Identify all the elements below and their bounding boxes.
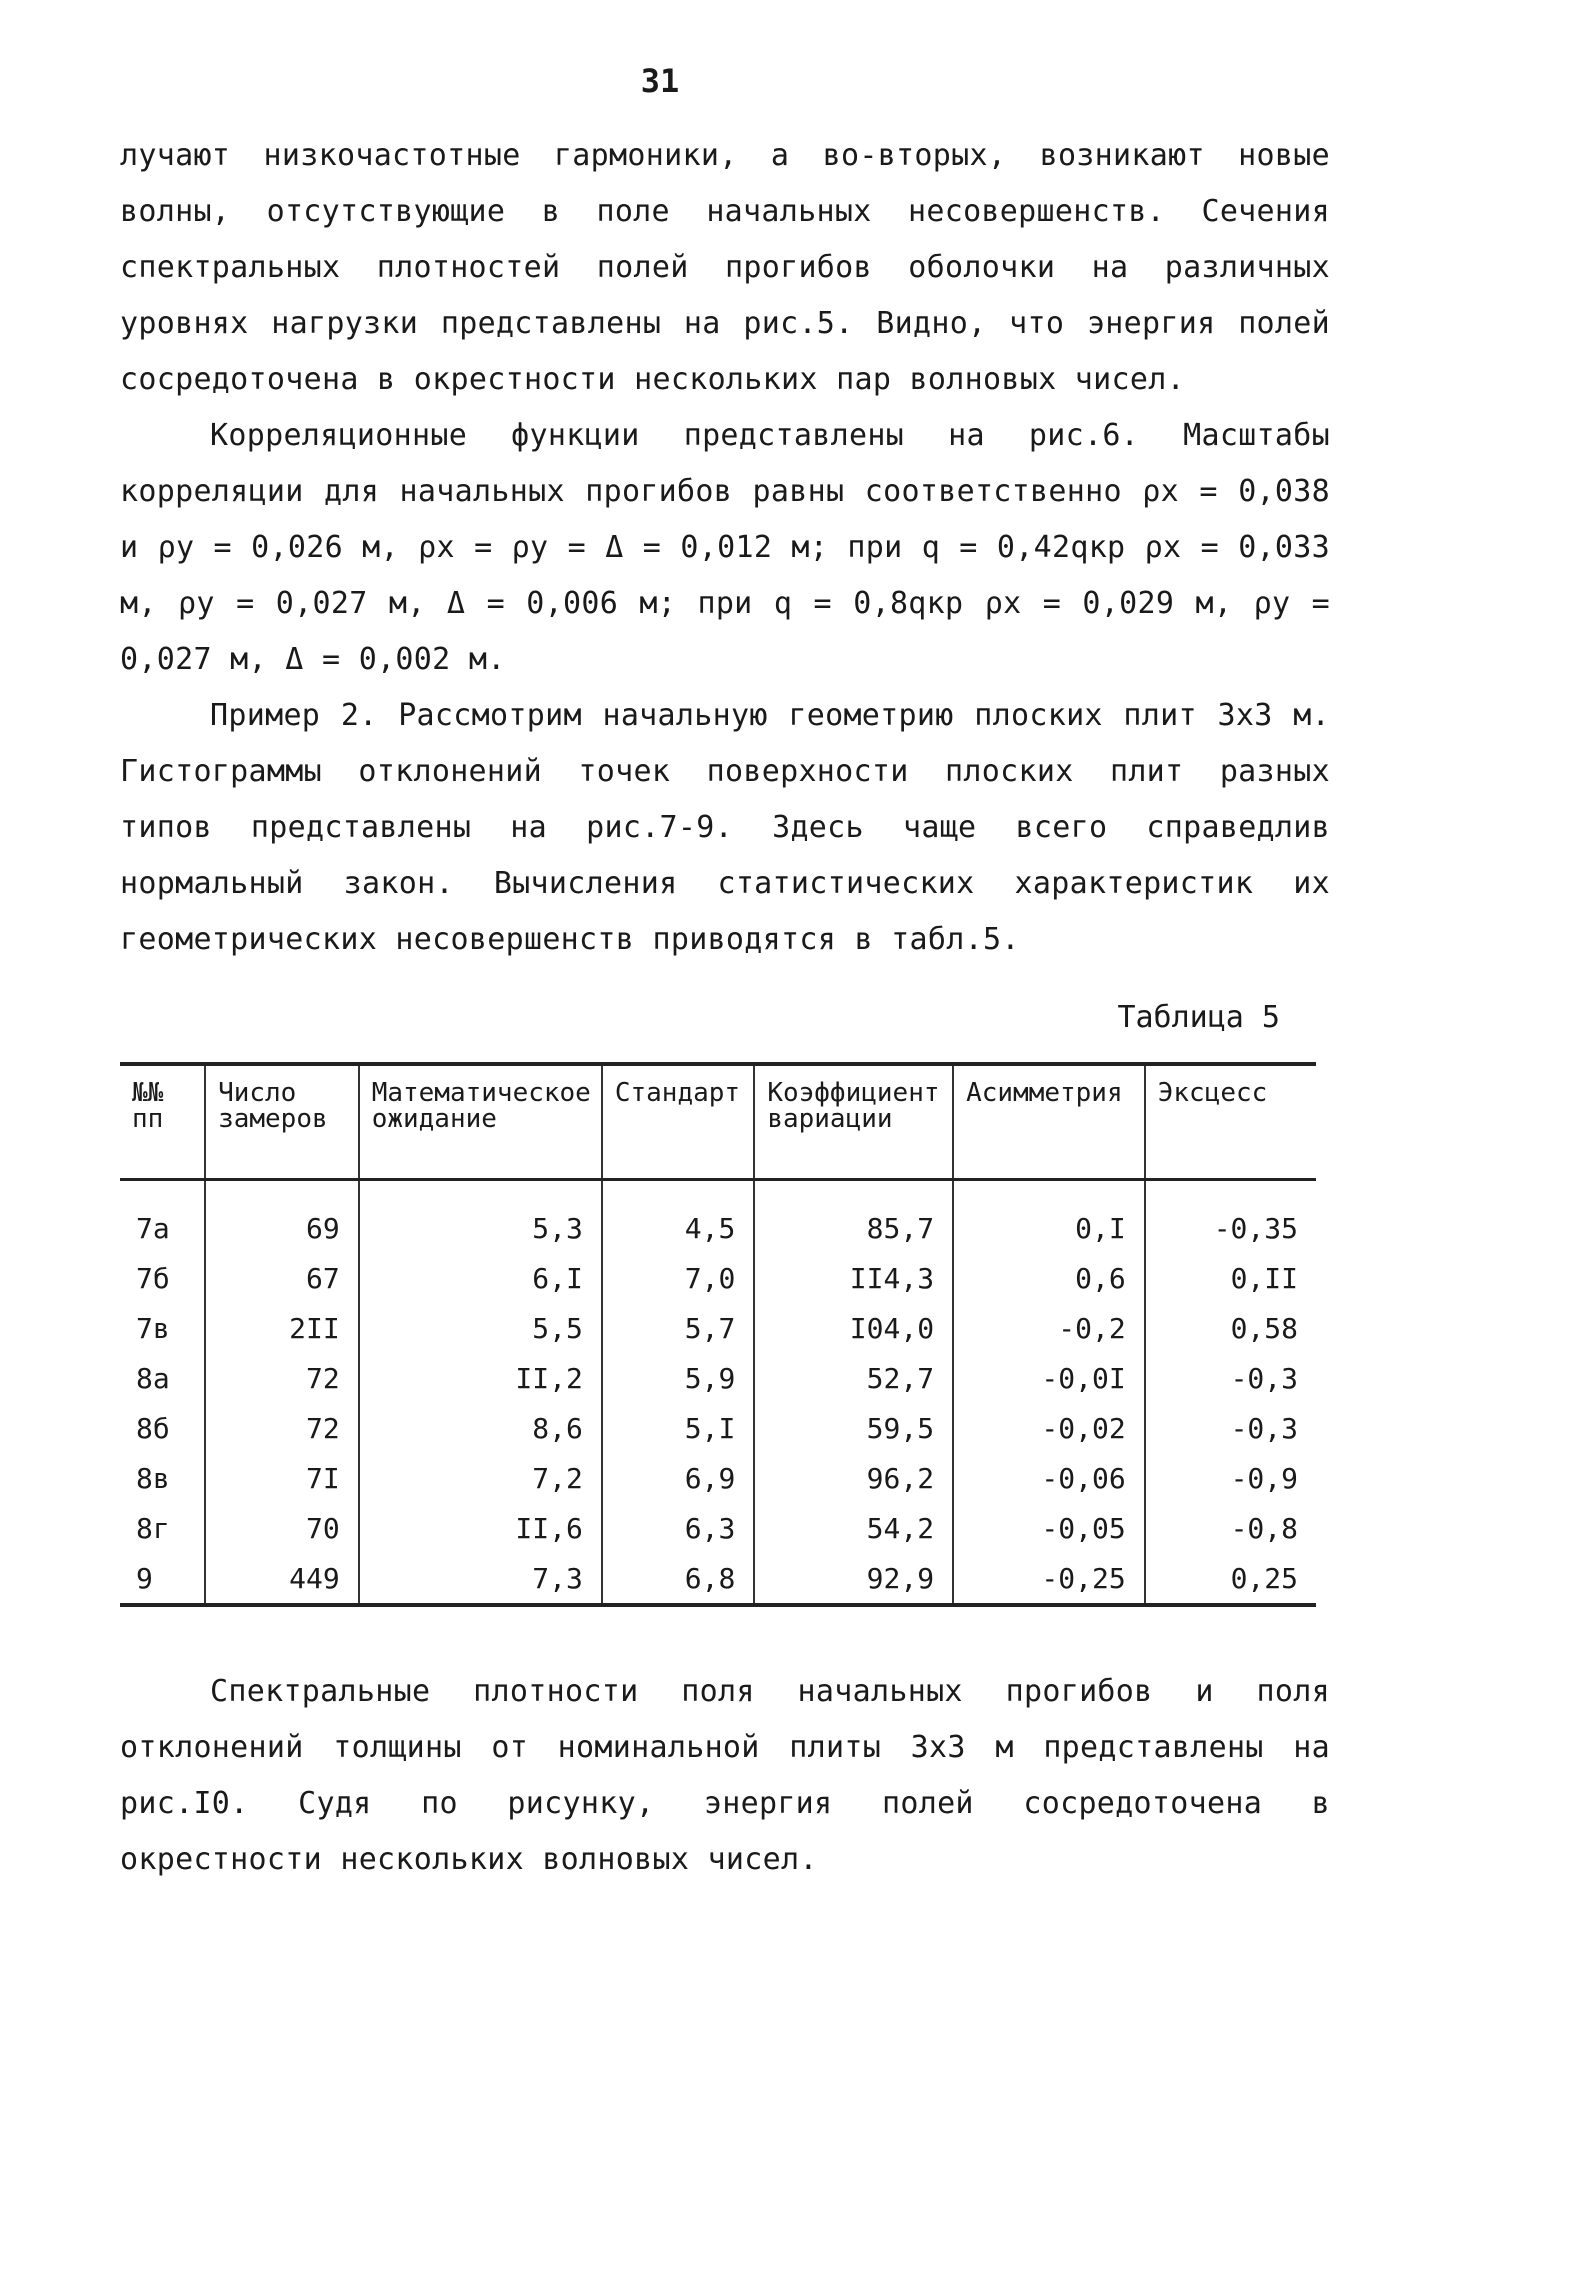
header-count: Число замеров — [205, 1064, 359, 1180]
cell-mean: 5,5 — [359, 1303, 602, 1353]
cell-mean: 6,I — [359, 1253, 602, 1303]
cell-variation: 52,7 — [754, 1353, 953, 1403]
cell-excess: 0,58 — [1145, 1303, 1316, 1353]
cell-variation: 54,2 — [754, 1503, 953, 1553]
cell-asymmetry: 0,6 — [953, 1253, 1145, 1303]
cell-number: 9 — [136, 1561, 153, 1595]
table-row — [120, 1253, 1316, 1303]
header-mean: Математическое ожидание — [359, 1064, 602, 1180]
cell-count: 449 — [205, 1553, 359, 1605]
cell-mean: 7,3 — [359, 1553, 602, 1605]
cell-number: 8г — [136, 1511, 170, 1545]
body-text-top — [120, 128, 1330, 968]
cell-excess: -0,9 — [1145, 1453, 1316, 1503]
cell-excess: 0,II — [1145, 1253, 1316, 1303]
cell-asymmetry: -0,02 — [953, 1403, 1145, 1453]
cell-excess: 0,25 — [1145, 1553, 1316, 1605]
cell-asymmetry: -0,05 — [953, 1503, 1145, 1553]
statistics-table — [120, 1062, 1316, 1607]
cell-std: 6,8 — [602, 1553, 754, 1605]
cell-mean: 8,6 — [359, 1403, 602, 1453]
cell-std: 4,5 — [602, 1180, 754, 1254]
cell-variation: 96,2 — [754, 1453, 953, 1503]
cell-variation: II4,3 — [754, 1253, 953, 1303]
cell-number: 8б — [136, 1411, 170, 1445]
header-variation: Коэффициент вариации — [754, 1064, 953, 1180]
paragraph-1: лучают низкочастотные гармоники, а во-вторых, возникают новые волны, отсутствующие в поле начальных несовершенств. Сечения спектральных плотностей полей прогибов оболочки на различных уровнях нагрузки представлены на рис.5. Видно, что энергия полей сосредоточена в окрестности нескольких пар волновых чисел. — [120, 138, 1330, 397]
cell-count: 67 — [205, 1253, 359, 1303]
cell-number: 7б — [136, 1261, 170, 1295]
cell-asymmetry: -0,06 — [953, 1453, 1145, 1503]
table-row — [120, 1403, 1316, 1453]
cell-variation: I04,0 — [754, 1303, 953, 1353]
table-header-row — [120, 1064, 1316, 1180]
paragraph-bottom: Спектральные плотности поля начальных прогибов и поля отклонений толщины от номинальной плиты 3х3 м представлены на рис.I0. Судя по рисунку, энергия полей сосредоточена в окрестности нескольких волновых чисел. — [120, 1674, 1330, 1877]
cell-variation: 59,5 — [754, 1403, 953, 1453]
cell-mean: 5,3 — [359, 1180, 602, 1254]
cell-std: 5,9 — [602, 1353, 754, 1403]
paragraph-2: Корреляционные функции представлены на рис.6. Масштабы корреляции для начальных прогибов равны соответственно ρx = 0,038 и ρy = 0,026 м, ρx = ρy = Δ = 0,012 м; при q = 0,42qкр ρx = 0,033 м, ρy = 0,027 м, Δ = 0,006 м; при q = 0,8qкр ρx = 0,029 м, ρy = 0,027 м, Δ = 0,002 м. — [120, 418, 1330, 677]
cell-excess: -0,8 — [1145, 1503, 1316, 1553]
cell-std: 5,7 — [602, 1303, 754, 1353]
cell-excess: -0,3 — [1145, 1353, 1316, 1403]
cell-std: 7,0 — [602, 1253, 754, 1303]
header-asymmetry: Асимметрия — [953, 1064, 1145, 1180]
table-row — [120, 1180, 1316, 1254]
table-row — [120, 1353, 1316, 1403]
cell-mean: II,6 — [359, 1503, 602, 1553]
cell-count: 69 — [205, 1180, 359, 1254]
header-number: №№ пп — [132, 1078, 164, 1134]
cell-count: 2II — [205, 1303, 359, 1353]
paragraph-3: Пример 2. Рассмотрим начальную геометрию плоских плит 3х3 м. Гистограммы отклонений точек поверхности плоских плит разных типов представлены на рис.7-9. Здесь чаще всего справедлив нормальный закон. Вычисления статистических характеристик их геометрических несовершенств приводятся в табл.5. — [120, 698, 1330, 957]
cell-variation: 85,7 — [754, 1180, 953, 1254]
table-row — [120, 1503, 1316, 1553]
cell-asymmetry: -0,25 — [953, 1553, 1145, 1605]
cell-mean: II,2 — [359, 1353, 602, 1403]
cell-number: 7а — [136, 1211, 170, 1245]
cell-excess: -0,3 — [1145, 1403, 1316, 1453]
cell-number: 7в — [136, 1311, 170, 1345]
table-caption: Таблица 5 — [1117, 1000, 1280, 1035]
cell-number: 8в — [136, 1461, 170, 1495]
table-row — [120, 1303, 1316, 1353]
cell-number: 8а — [136, 1361, 170, 1395]
cell-mean: 7,2 — [359, 1453, 602, 1503]
page-number: 31 — [640, 62, 680, 100]
cell-count: 70 — [205, 1503, 359, 1553]
cell-count: 72 — [205, 1353, 359, 1403]
cell-std: 5,I — [602, 1403, 754, 1453]
cell-std: 6,9 — [602, 1453, 754, 1503]
cell-std: 6,3 — [602, 1503, 754, 1553]
cell-asymmetry: -0,0I — [953, 1353, 1145, 1403]
cell-count: 7I — [205, 1453, 359, 1503]
cell-excess: -0,35 — [1145, 1180, 1316, 1254]
cell-asymmetry: 0,I — [953, 1180, 1145, 1254]
cell-count: 72 — [205, 1403, 359, 1453]
table-row — [120, 1453, 1316, 1503]
header-std: Стандарт — [602, 1064, 754, 1180]
table-row — [120, 1553, 1316, 1605]
header-excess: Эксцесс — [1145, 1064, 1316, 1180]
cell-variation: 92,9 — [754, 1553, 953, 1605]
cell-asymmetry: -0,2 — [953, 1303, 1145, 1353]
